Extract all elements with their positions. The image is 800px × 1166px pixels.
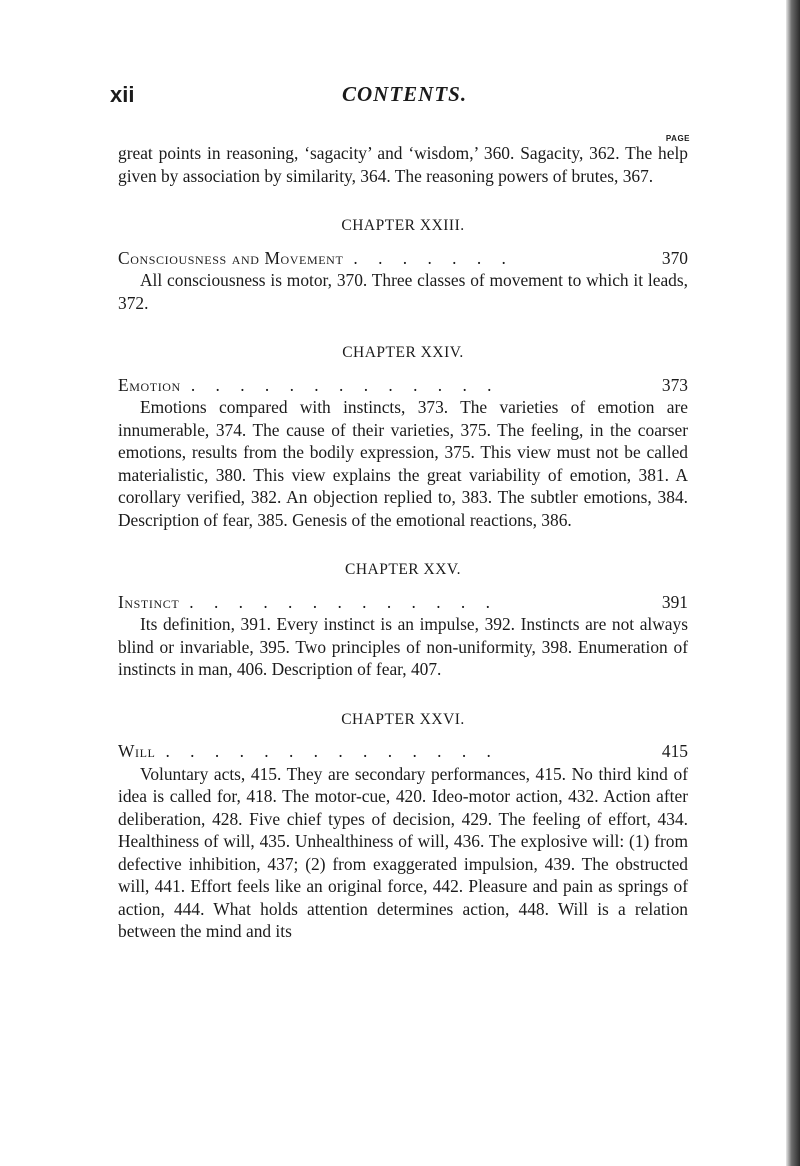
page-column-label: PAGE: [665, 134, 690, 143]
chapter-heading: CHAPTER XXVI.: [341, 710, 465, 728]
chapter-heading: CHAPTER XXIV.: [342, 344, 464, 361]
entry-page-number: 415: [661, 741, 688, 761]
entry-page-number: 391: [661, 591, 688, 612]
chapter-heading: CHAPTER XXIII.: [341, 217, 465, 234]
leader-dots: . . . . . . . . . . . . .: [190, 374, 500, 395]
entry-page-number: 370: [661, 247, 688, 268]
contents-entry: [118, 591, 688, 614]
contents-entry: [118, 247, 688, 270]
chapter-xxv: [118, 559, 688, 681]
chapter-xxvi: [118, 709, 688, 943]
contents-entry: [118, 374, 688, 397]
contents-body: [118, 142, 688, 943]
entry-title: Emotion: [118, 374, 181, 395]
entry-title: Consciousness and Movement: [118, 247, 344, 268]
entry-title: Instinct: [118, 591, 180, 612]
folio-number: xii: [110, 82, 135, 107]
chapter-xxiii: [118, 215, 688, 314]
chapter-summary: Its definition, 391. Every instinct is an impulse, 392. Instincts are not always blind or invariable, 395. Two principles of non-uniformity, 398. Enumeration of instincts in man, 406. Description of fear, 407.: [118, 614, 688, 679]
chapter-summary: All consciousness is motor, 370. Three classes of movement to which it leads, 372.: [118, 270, 688, 313]
contents-entry: [118, 740, 688, 763]
book-spine-edge: [786, 0, 800, 1166]
chapter-xxiv: [118, 342, 688, 531]
chapter-summary: Voluntary acts, 415. They are secondary performances, 415. No third kind of idea is called for, 418. The motor-cue, 420. Ideo-motor action, 432. Action after deliberation, 428. Five chief types of decision, 429. The feeling of effort, 434. Healthiness of will, 435. Unhealthiness of will, 436. The explosive will: (1) from defective inhibition, 437; (2) from exaggerated impulsion, 439. The obstructed will, 441. Effort feels like an original force, 442. Pleasure and pain as springs of action, 444. What holds attention determines action, 448. Will is a relation between the mind and its: [118, 763, 688, 941]
leader-dots: . . . . . . . . . . . . . .: [165, 741, 499, 761]
intro-paragraph: great points in reasoning, ‘sagacity’ and ‘wisdom,’ 360. Sagacity, 362. The help given by association by similarity, 364. The reasoning powers of brutes, 367.: [118, 143, 688, 186]
chapter-heading: CHAPTER XXV.: [345, 561, 461, 578]
entry-title: Will: [118, 741, 156, 761]
leader-dots: . . . . . . . . . . . . .: [189, 591, 498, 612]
leader-dots: . . . . . . .: [353, 247, 514, 268]
running-head: CONTENTS.: [342, 82, 468, 106]
entry-page-number: 373: [661, 374, 688, 395]
page-header: [110, 82, 690, 143]
chapter-summary: Emotions compared with instincts, 373. The varieties of emotion are innumerable, 374. The cause of their varieties, 375. The feeling, in the coarser emotions, results from the bodily expression, 375. This view must not be called materialistic, 380. This view explains the great variability of emotion, 381. A corollary verified, 382. An objection replied to, 383. The subtler emotions, 384. Description of fear, 385. Genesis of the emotional reactions, 386.: [118, 397, 688, 530]
